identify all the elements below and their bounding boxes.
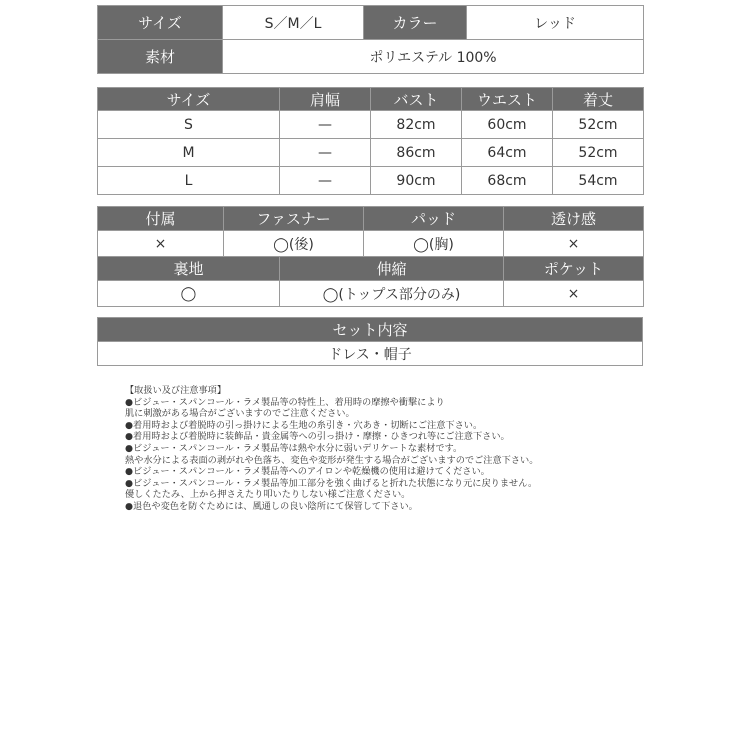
waist-cell: 64cm bbox=[462, 139, 553, 167]
zipper-label: ファスナー bbox=[224, 207, 364, 231]
sheerness-label: 透け感 bbox=[504, 207, 644, 231]
size-label: サイズ bbox=[98, 6, 223, 40]
size-chart-header: バスト bbox=[371, 88, 462, 111]
size-chart-header: サイズ bbox=[98, 88, 280, 111]
table-row bbox=[98, 139, 644, 167]
length-cell: 52cm bbox=[553, 139, 644, 167]
size-cell: M bbox=[98, 139, 280, 167]
size-chart-header: 肩幅 bbox=[280, 88, 371, 111]
pocket-label: ポケット bbox=[504, 257, 644, 281]
features-table bbox=[97, 206, 644, 307]
size-chart-header: 着丈 bbox=[553, 88, 644, 111]
set-contents-value: ドレス・帽子 bbox=[98, 342, 643, 366]
care-notes bbox=[125, 385, 625, 513]
size-chart-header: ウエスト bbox=[462, 88, 553, 111]
notes-heading: 【取扱い及び注意事項】 bbox=[125, 385, 227, 396]
zipper-value: ◯(後) bbox=[224, 231, 364, 257]
note-line: ●ビジュー・スパンコール・ラメ製品等は熱や水分に弱いデリケートな素材です。 bbox=[125, 442, 463, 454]
material-label: 素材 bbox=[98, 40, 223, 74]
table-row bbox=[98, 111, 644, 139]
bust-cell: 90cm bbox=[371, 167, 462, 195]
bust-cell: 82cm bbox=[371, 111, 462, 139]
color-label: カラー bbox=[364, 6, 467, 40]
bust-cell: 86cm bbox=[371, 139, 462, 167]
note-line: ●ビジュー・スパンコール・ラメ製品等の特性上、着用時の摩擦や衝撃により bbox=[125, 396, 445, 408]
waist-cell: 60cm bbox=[462, 111, 553, 139]
note-line: ●着用時および着脱時に装飾品・貴金属等への引っ掛け・摩擦・ひきつれ等にご注意下さい。 bbox=[125, 431, 510, 443]
material-value: ポリエステル 100% bbox=[223, 40, 644, 74]
stretch-value: ◯(トップス部分のみ) bbox=[280, 281, 504, 307]
shoulder-cell: — bbox=[280, 139, 371, 167]
note-line: ●ビジュー・スパンコール・ラメ製品等へのアイロンや乾燥機の使用は避けてください。 bbox=[125, 466, 490, 478]
lining-label: 裏地 bbox=[98, 257, 280, 281]
shoulder-cell: — bbox=[280, 111, 371, 139]
set-contents-table bbox=[97, 317, 643, 366]
color-value: レッド bbox=[467, 6, 644, 40]
pad-value: ◯(胸) bbox=[364, 231, 504, 257]
accessory-value: × bbox=[98, 231, 224, 257]
length-cell: 54cm bbox=[553, 167, 644, 195]
table-row bbox=[98, 167, 644, 195]
lining-value: ◯ bbox=[98, 281, 280, 307]
size-cell: L bbox=[98, 167, 280, 195]
note-line: ●退色や変色を防ぐためには、風通しの良い陰所にて保管して下さい。 bbox=[125, 500, 418, 512]
note-line: ●ビジュー・スパンコール・ラメ製品等加工部分を強く曲げると折れた状態になり元に戻りません。 bbox=[125, 477, 538, 489]
stretch-label: 伸縮 bbox=[280, 257, 504, 281]
shoulder-cell: — bbox=[280, 167, 371, 195]
sheerness-value: × bbox=[504, 231, 644, 257]
size-chart-table bbox=[97, 87, 644, 195]
size-value: S／M／L bbox=[223, 6, 364, 40]
pocket-value: × bbox=[504, 281, 644, 307]
set-contents-label: セット内容 bbox=[98, 318, 643, 342]
note-line: 肌に刺激がある場合がございますのでご注意ください。 bbox=[125, 408, 355, 420]
size-cell: S bbox=[98, 111, 280, 139]
note-line: 優しくたたみ、上から押さえたり叩いたりしない様ご注意ください。 bbox=[125, 489, 411, 501]
waist-cell: 68cm bbox=[462, 167, 553, 195]
accessory-label: 付属 bbox=[98, 207, 224, 231]
length-cell: 52cm bbox=[553, 111, 644, 139]
spec-table bbox=[97, 5, 644, 74]
pad-label: パッド bbox=[364, 207, 504, 231]
note-line: 熱や水分による表面の剥がれや色落ち、変色や変形が発生する場合がございますのでご注意下さい。 bbox=[125, 454, 539, 466]
note-line: ●着用時および着脱時の引っ掛けによる生地の糸引き・穴あき・切断にご注意下さい。 bbox=[125, 419, 483, 431]
